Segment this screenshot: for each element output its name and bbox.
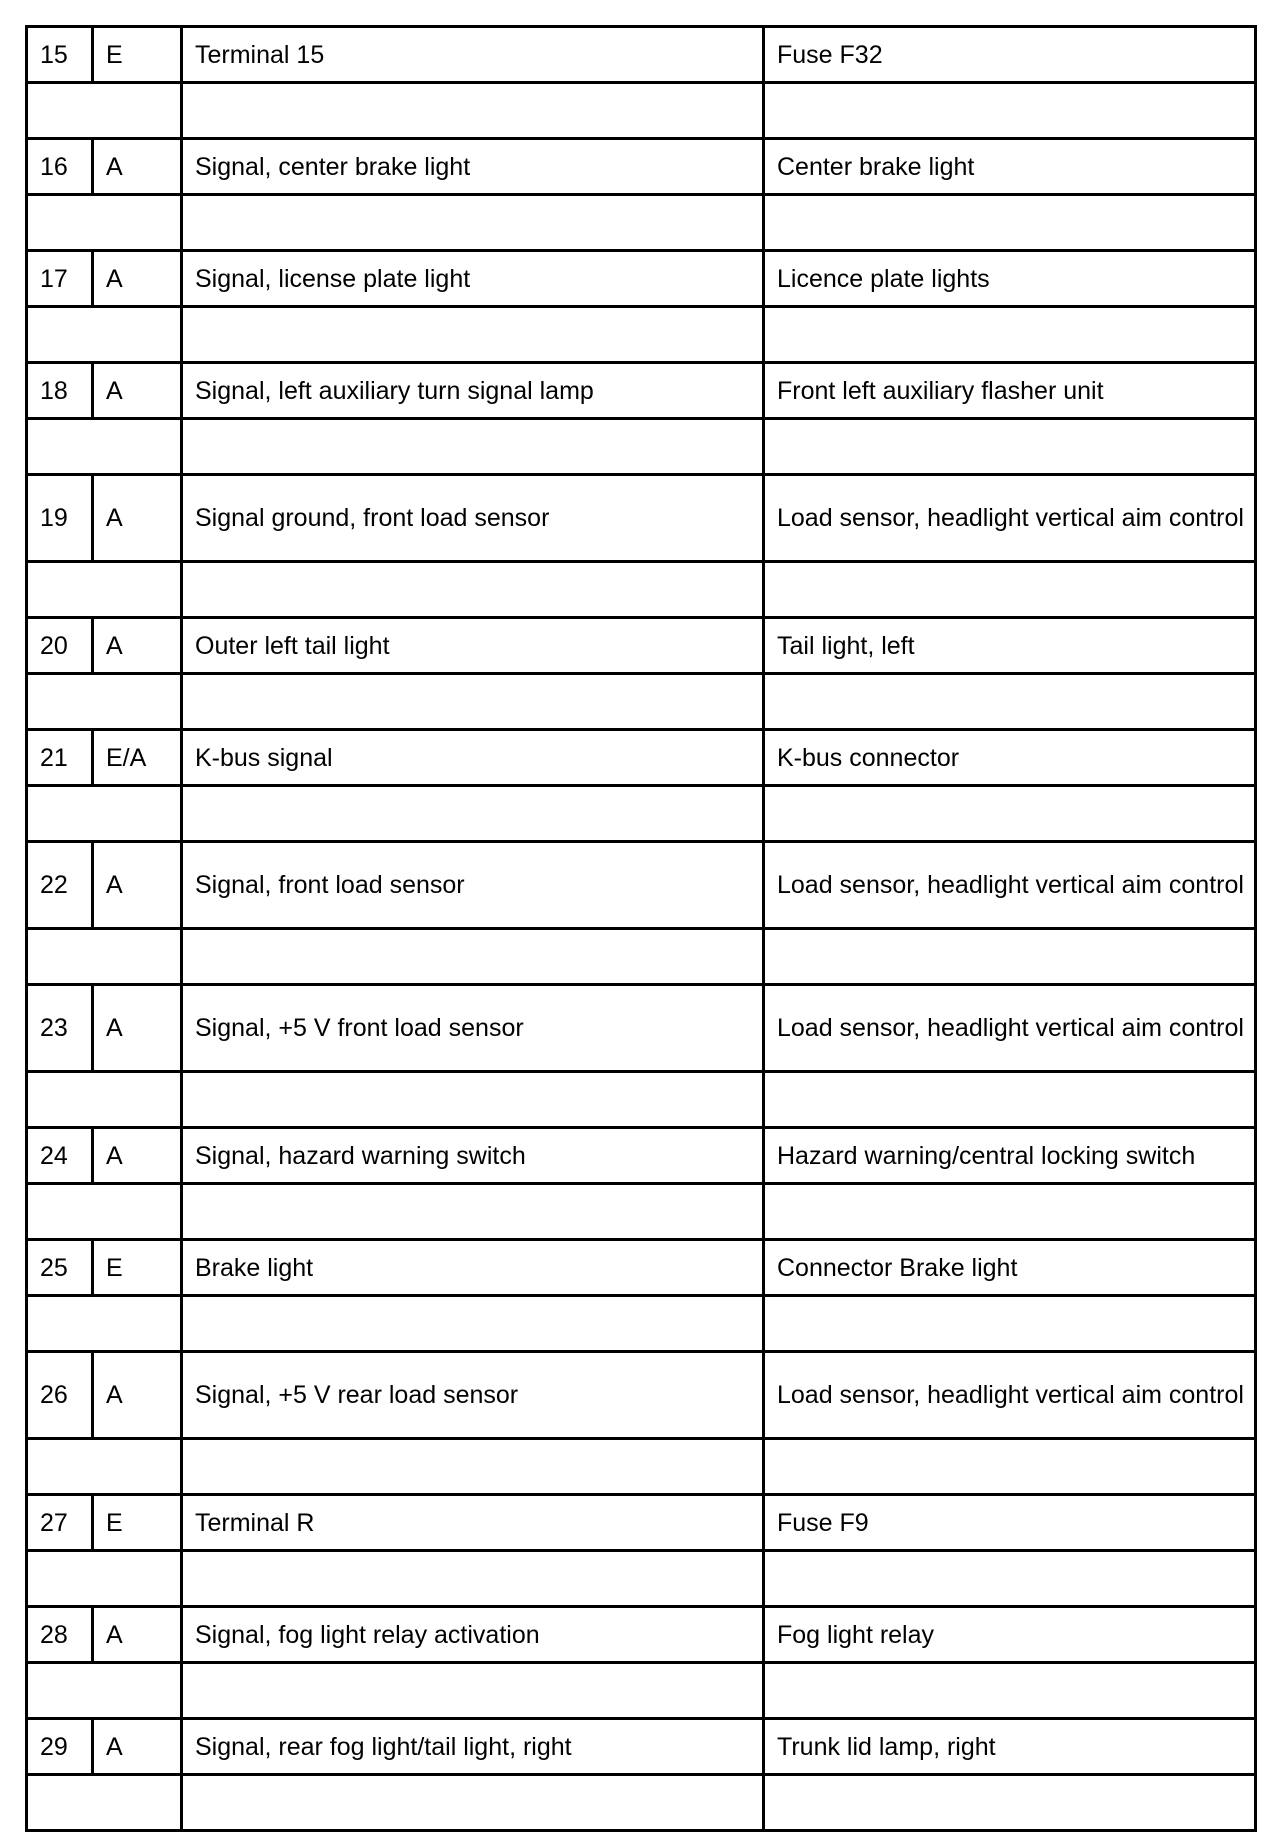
empty-cell: [764, 195, 1256, 251]
empty-cell: [764, 1439, 1256, 1495]
empty-cell: [764, 1775, 1256, 1831]
connected-component-cell: Tail light, left: [764, 618, 1256, 674]
empty-cell: [182, 1296, 764, 1352]
spacer-row: [27, 83, 1256, 139]
connected-component-cell: Fuse F32: [764, 27, 1256, 83]
table-row: [27, 842, 1256, 929]
table-row: [27, 1719, 1256, 1775]
empty-cell: [764, 419, 1256, 475]
table-row: [27, 985, 1256, 1072]
signal-description-cell: Terminal 15: [182, 27, 764, 83]
empty-cell: [182, 562, 764, 618]
signal-description-cell: Signal, fog light relay activation: [182, 1607, 764, 1663]
connected-component-cell: Trunk lid lamp, right: [764, 1719, 1256, 1775]
pin-number-cell: 16: [27, 139, 93, 195]
signal-type-cell: A: [93, 1352, 182, 1439]
empty-cell: [182, 1775, 764, 1831]
empty-cell: [764, 562, 1256, 618]
pin-number-cell: 21: [27, 730, 93, 786]
spacer-row: [27, 1775, 1256, 1831]
empty-cell: [27, 929, 182, 985]
signal-description-cell: Signal, +5 V rear load sensor: [182, 1352, 764, 1439]
pin-number-cell: 25: [27, 1240, 93, 1296]
pin-number-cell: 23: [27, 985, 93, 1072]
signal-type-cell: E: [93, 1495, 182, 1551]
empty-cell: [27, 786, 182, 842]
signal-type-cell: A: [93, 1719, 182, 1775]
spacer-row: [27, 1439, 1256, 1495]
table-row: [27, 27, 1256, 83]
signal-description-cell: Signal, center brake light: [182, 139, 764, 195]
signal-description-cell: Signal ground, front load sensor: [182, 475, 764, 562]
empty-cell: [27, 195, 182, 251]
empty-cell: [27, 674, 182, 730]
connected-component-cell: Licence plate lights: [764, 251, 1256, 307]
pin-number-cell: 15: [27, 27, 93, 83]
empty-cell: [764, 1551, 1256, 1607]
spacer-row: [27, 419, 1256, 475]
pin-number-cell: 18: [27, 363, 93, 419]
connected-component-cell: Center brake light: [764, 139, 1256, 195]
signal-description-cell: Signal, +5 V front load sensor: [182, 985, 764, 1072]
empty-cell: [182, 1184, 764, 1240]
empty-cell: [182, 786, 764, 842]
empty-cell: [27, 1072, 182, 1128]
signal-description-cell: Signal, front load sensor: [182, 842, 764, 929]
signal-type-cell: E: [93, 27, 182, 83]
spacer-row: [27, 674, 1256, 730]
signal-description-cell: Signal, license plate light: [182, 251, 764, 307]
table-row: [27, 251, 1256, 307]
spacer-row: [27, 307, 1256, 363]
empty-cell: [764, 83, 1256, 139]
empty-cell: [182, 1072, 764, 1128]
signal-type-cell: A: [93, 1607, 182, 1663]
empty-cell: [27, 83, 182, 139]
connected-component-cell: Hazard warning/central locking switch: [764, 1128, 1256, 1184]
signal-type-cell: A: [93, 1128, 182, 1184]
empty-cell: [27, 419, 182, 475]
signal-type-cell: A: [93, 251, 182, 307]
empty-cell: [27, 562, 182, 618]
connected-component-cell: Load sensor, headlight vertical aim control: [764, 985, 1256, 1072]
table-row: [27, 1128, 1256, 1184]
empty-cell: [27, 1663, 182, 1719]
spacer-row: [27, 929, 1256, 985]
spacer-row: [27, 1296, 1256, 1352]
pin-number-cell: 20: [27, 618, 93, 674]
empty-cell: [764, 786, 1256, 842]
empty-cell: [27, 1184, 182, 1240]
empty-cell: [182, 83, 764, 139]
table-row: [27, 363, 1256, 419]
spacer-row: [27, 195, 1256, 251]
connected-component-cell: Load sensor, headlight vertical aim control: [764, 475, 1256, 562]
empty-cell: [764, 674, 1256, 730]
empty-cell: [182, 1439, 764, 1495]
signal-type-cell: A: [93, 985, 182, 1072]
signal-type-cell: E: [93, 1240, 182, 1296]
pin-number-cell: 26: [27, 1352, 93, 1439]
pin-assignment-table: [25, 25, 1257, 1832]
empty-cell: [764, 1663, 1256, 1719]
empty-cell: [27, 1775, 182, 1831]
connected-component-cell: Connector Brake light: [764, 1240, 1256, 1296]
empty-cell: [764, 1072, 1256, 1128]
signal-type-cell: A: [93, 363, 182, 419]
empty-cell: [182, 674, 764, 730]
empty-cell: [182, 307, 764, 363]
spacer-row: [27, 1663, 1256, 1719]
empty-cell: [764, 1296, 1256, 1352]
connected-component-cell: Load sensor, headlight vertical aim control: [764, 842, 1256, 929]
empty-cell: [27, 1551, 182, 1607]
connected-component-cell: Fog light relay: [764, 1607, 1256, 1663]
spacer-row: [27, 1184, 1256, 1240]
table-row: [27, 1495, 1256, 1551]
pin-number-cell: 27: [27, 1495, 93, 1551]
signal-description-cell: K-bus signal: [182, 730, 764, 786]
signal-description-cell: Outer left tail light: [182, 618, 764, 674]
table-row: [27, 139, 1256, 195]
empty-cell: [27, 1439, 182, 1495]
signal-type-cell: A: [93, 139, 182, 195]
signal-description-cell: Brake light: [182, 1240, 764, 1296]
empty-cell: [182, 1663, 764, 1719]
signal-type-cell: E/A: [93, 730, 182, 786]
empty-cell: [182, 929, 764, 985]
pin-table-body: [27, 27, 1256, 1831]
connected-component-cell: K-bus connector: [764, 730, 1256, 786]
signal-type-cell: A: [93, 618, 182, 674]
pin-number-cell: 19: [27, 475, 93, 562]
spacer-row: [27, 1072, 1256, 1128]
signal-type-cell: A: [93, 475, 182, 562]
pin-number-cell: 17: [27, 251, 93, 307]
table-row: [27, 1352, 1256, 1439]
connected-component-cell: Fuse F9: [764, 1495, 1256, 1551]
pin-number-cell: 29: [27, 1719, 93, 1775]
empty-cell: [764, 307, 1256, 363]
spacer-row: [27, 786, 1256, 842]
connected-component-cell: Load sensor, headlight vertical aim control: [764, 1352, 1256, 1439]
empty-cell: [764, 929, 1256, 985]
empty-cell: [27, 307, 182, 363]
pin-number-cell: 24: [27, 1128, 93, 1184]
pin-number-cell: 22: [27, 842, 93, 929]
empty-cell: [27, 1296, 182, 1352]
empty-cell: [182, 195, 764, 251]
empty-cell: [182, 419, 764, 475]
empty-cell: [764, 1184, 1256, 1240]
spacer-row: [27, 1551, 1256, 1607]
table-row: [27, 730, 1256, 786]
signal-description-cell: Terminal R: [182, 1495, 764, 1551]
pin-number-cell: 28: [27, 1607, 93, 1663]
table-row: [27, 618, 1256, 674]
signal-type-cell: A: [93, 842, 182, 929]
table-row: [27, 1607, 1256, 1663]
signal-description-cell: Signal, hazard warning switch: [182, 1128, 764, 1184]
signal-description-cell: Signal, left auxiliary turn signal lamp: [182, 363, 764, 419]
connected-component-cell: Front left auxiliary flasher unit: [764, 363, 1256, 419]
empty-cell: [182, 1551, 764, 1607]
table-row: [27, 1240, 1256, 1296]
table-row: [27, 475, 1256, 562]
signal-description-cell: Signal, rear fog light/tail light, right: [182, 1719, 764, 1775]
spacer-row: [27, 562, 1256, 618]
